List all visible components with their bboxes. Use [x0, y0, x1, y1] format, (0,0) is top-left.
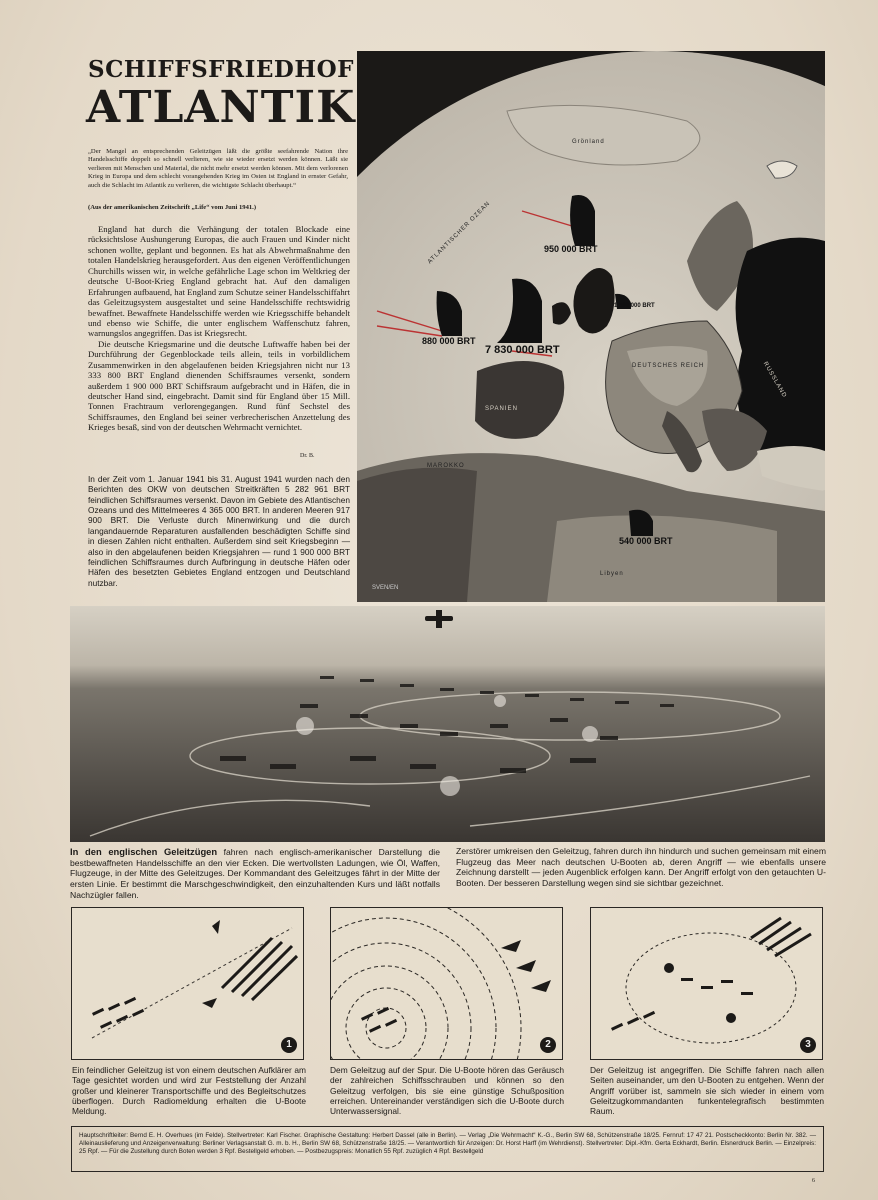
panel-2-caption: Dem Geleitzug auf der Spur. Die U-Boote hören das Geräusch der zahlreichen Schiffsschrauben und können so den Geleitzug verfolgen, bis sie eine günstige Schußposition erreichen. Untereinander verständigen sich die U-Boote durch Unterwassersignal.: [330, 1065, 564, 1116]
label-libyen: Libyen: [600, 571, 624, 577]
convoy-caption-lead: In den englischen Geleitzügen: [70, 846, 218, 857]
statistics-box: In der Zeit vom 1. Januar 1941 bis 31. August 1941 wurden nach den Berichten des OKW von deutschen Streitkräften 5 282 961 BRT feindlichen Schiffsraumes versenkt. Davon im Gebiete des Atlantischen Ozeans und des Mittelmeeres 4 365 000 BRT. In anderen Meeren 917 900 BRT. Die Verluste durch Minenwirkung und die durch langandauernde Reparaturen ausfallenden beschädigten Schiffe sind in diesen Zahlen nicht enthalten. Außerdem sind seit Kriegsbeginn — also in den abgelaufenen beiden Kriegsjahren — rund 1 900 000 BRT feindlichen Schiffsraumes durch Aufbringung in deutsche Häfen oder Häfen des besetzten Gebietes England entzogen und Deutschland nutzbar.: [88, 474, 350, 588]
convoy-caption-text: fahren nach englisch-amerikanischer Darstellung die bestbewaffneten Handelsschiffe an den vier Ecken. Die wertvollsten Ladungen, wie Öl, Waffen, Flugzeuge, in der Mitte des Geleitzuges. Der Kommandant des Geleitzuges fährt in der Mitte der ersten Linie. Er bestimmt die Marschgeschwindigkeit, den einzuhaltenden Kurs und läßt notfalls Nachzügler fallen.: [70, 847, 440, 900]
convoy-caption-right: Zerstörer umkreisen den Geleitzug, fahren durch ihn hindurch und suchen gemeinsam mit einem Flugzeug das Meer nach deutschen U-Booten ab, deren Angriff — wie ebenfalls unsere Zeichnung darstellt — jeden Augenblick erfolgen kann. Der Angriff erfolgt von den getauchten U-Booten. Der besseren Darstellung wegen sind sie sichtbar gezeichnet.: [456, 846, 826, 888]
tonnage-med: 540 000 BRT: [619, 536, 673, 546]
panel-attack: [590, 907, 823, 1060]
label-groenland: Grönland: [572, 139, 605, 145]
label-marokko: MAROKKO: [427, 463, 465, 469]
article-signature: Dr. B.: [300, 453, 315, 459]
panel-number: 3: [800, 1037, 816, 1053]
panel-1-caption: Ein feindlicher Geleitzug ist von einem deutschen Aufklärer am Tage gesichtet worden und wird zur Feststellung der Anzahl großer und kleinerer Transportschiffe und des Begleitschutzes überflogen. Durch Radiomeldung erhalten die U-Boote Meldung.: [72, 1065, 306, 1116]
europe-map: [357, 51, 825, 602]
panel-tracking: [330, 907, 563, 1060]
panel-number: 2: [540, 1037, 556, 1053]
tonnage-north: 950 000 BRT: [544, 244, 598, 254]
panel-3-caption: Der Geleitzug ist angegriffen. Die Schiffe fahren nach allen Seiten auseinander, um den U-Booten zu entgehen. Wenn der Angriff vorüber ist, sammeln sie sich wieder in einem vom Geleitzugkommandanten funkentelegrafisch bestimmten Raum.: [590, 1065, 824, 1116]
panel-3-illustration: [591, 908, 823, 1060]
tonnage-markers: [357, 51, 825, 602]
tonnage-channel: 1 590 000 BRT: [614, 303, 655, 309]
panel-1-illustration: [72, 908, 304, 1060]
article-paragraph: Die deutsche Kriegsmarine und die deutsche Luftwaffe haben bei der Durchführung der Gegenblockade teils allein, teils in vorbildlichem Zusammenwirken in den abgelaufenen beiden Kriegsjahren nicht nur 13 333 800 BRT England dienenden Schiffsraumes versenkt, sondern außerdem 1 900 000 BRT Schiffsraum aufgebracht und in Häfen, die in deutscher Hand sind, eingebracht. Damit sind für England über 15 Mill. Tonnen Frachtraum verlorengegangen. Rund fünf Sechstel des Schiffsraumes, den England bei seiner verbrecherischen Anzettelung des Krieges besaß, sind von der deutschen Wehrmacht vernichtet.: [88, 338, 350, 433]
article-paragraph: England hat durch die Verhängung der totalen Blockade eine rücksichtslose Aushungerung Europas, die auch Frauen und Kinder nicht schonen wollte, geplant und begonnen. Es hat als Abwehrmaßnahme den totalen Handelskrieg herausgefordert. Aus den eigenen Veröffentlichungen Churchills wissen wir, in welche gefährliche Lage schon im Weltkrieg der deutsche U-Boot-Krieg England gebracht hat. Auf den damaligen Erfahrungen aufbauend, hat England zum Schutze seiner Handelsschiffahrt das Geleitzugsystem ausgestaltet und seine Handelsschiffe rechtswidrig bewaffnet. Bewaffnete Handelsschiffe werden wie Kriegsschiffe behandelt und ebenso wie Schiffe, die unter englischem Waffenschutz fahren, warnungslos angegriffen. Das ist Kriegsrecht.: [88, 224, 350, 339]
quote-source: (Aus der amerikanischen Zeitschrift „Life“ vom Juni 1941.): [88, 204, 257, 211]
convoy-illustration: [70, 606, 825, 842]
tonnage-west: 880 000 BRT: [422, 336, 476, 346]
map-credit: SVEN/EN: [372, 585, 399, 591]
panel-reconnaissance: [71, 907, 304, 1060]
label-russland: RUSSLAND: [761, 361, 788, 400]
headline-main: ATLANTIK: [86, 82, 356, 133]
convoy-caption-left: [70, 846, 440, 900]
label-spanien: SPANIEN: [485, 406, 518, 412]
panel-number: 1: [281, 1037, 297, 1053]
page-number: 6: [812, 1178, 815, 1184]
intro-quote: „Der Mangel an entsprechenden Geleitzügen läßt die größte seefahrende Nation ihre Handelsschiffe doppelt so schnell verlieren, wie sie wieder ersetzt werden können. Läßt sie verlieren mit Menschen und Material, die nicht mehr ersetzt werden können. Mit dem verlorenen Krieg in Europa und dem schlecht vorangehenden Krieg im Osten ist England in ernster Gefahr, auch die Schlacht im Atlantik zu verlieren, die wichtigste Schlacht überhaupt.“: [88, 148, 348, 189]
imprint-box: Hauptschriftleiter: Bernd E. H. Overhues (im Felde). Stellvertreter: Karl Fischer. Graphische Gestaltung: Herbert Dassel (alle in Berlin). — Verlag „Die Wehrmacht“ K.-G., Berlin SW 68, Schützenstraße 18/25. Fernruf: 17 47 21. Postscheckkonto: Berlin Nr. 382. — Alleinauslieferung und Anzeigenverwaltung: Berliner Verlagsanstalt G. m. b. H., Berlin SW 68, Schützenstraße 18/25. — Verantwortlich für Anzeigen: Dr. Horst Harff (im Wehrdienst). Stellvertreter: Dipl.-Kfm. Gerta Eckhardt, Berlin. Elsnerdruck Berlin. — Einzelpreis: 25 Rpf. — Für die Zustellung durch Boten werden 3 Rpf. Bestellgeld erhoben. — Postbezugspreis: Monatlich 55 Rpf. zuzüglich 4 Rpf. Bestellgeld: [71, 1126, 824, 1172]
panel-2-illustration: [331, 908, 563, 1060]
article-body: [88, 224, 350, 433]
tonnage-main: 7 830 000 BRT: [485, 344, 560, 356]
label-reich: DEUTSCHES REICH: [632, 363, 705, 369]
label-ocean: ATLANTISCHER OZEAN: [427, 200, 492, 266]
headline-kicker: SCHIFFSFRIEDHOF: [88, 56, 354, 83]
convoy-scene: [70, 606, 825, 842]
